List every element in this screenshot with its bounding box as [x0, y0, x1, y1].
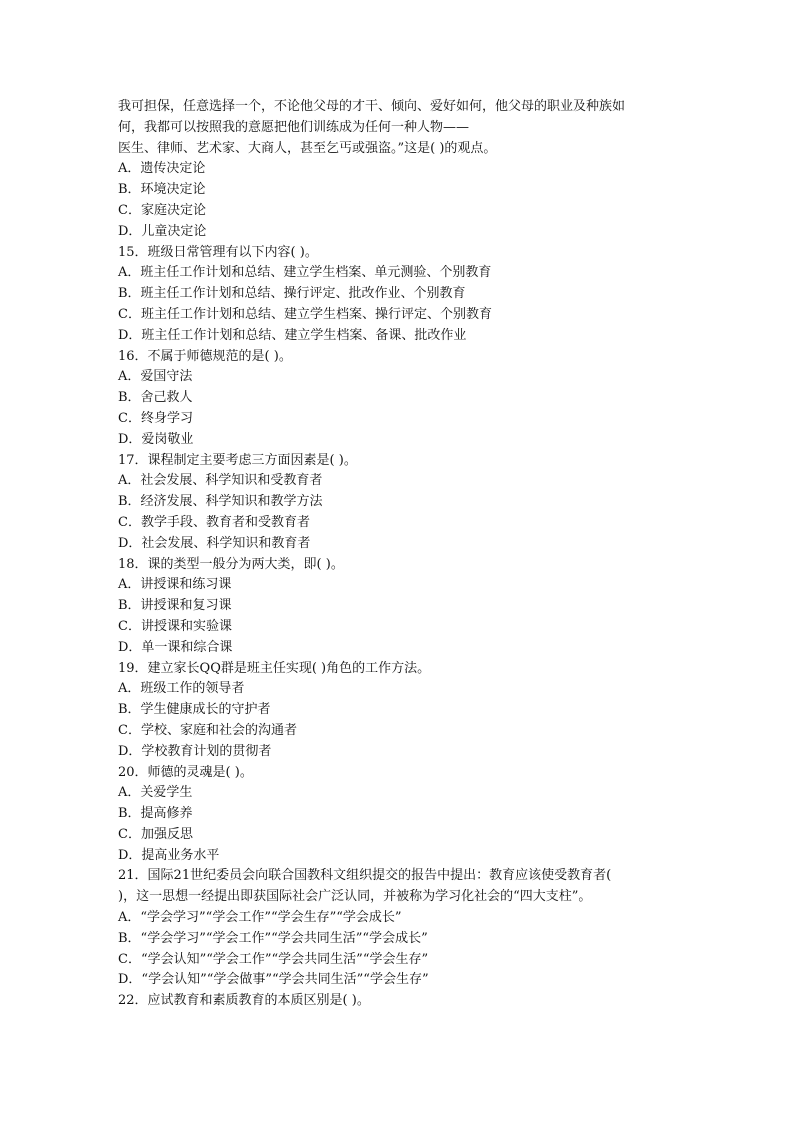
question-line: 19．建立家长QQ群是班主任实现( )角色的工作方法。	[118, 660, 431, 676]
option-line: C．终身学习	[118, 410, 193, 426]
option-line: C．加强反思	[118, 826, 193, 842]
question-intro-line: 何，我都可以按照我的意愿把他们训练成为任何一种人物——	[118, 119, 470, 135]
question-intro-line: 我可担保，任意选择一个，不论他父母的才干、倾向、爱好如何，他父母的职业及种族如	[118, 99, 626, 114]
option-line: D．单一课和综合课	[118, 639, 233, 655]
option-line: B．舍己救人	[118, 390, 193, 406]
question-intro-line: 医生、律师、艺术家、大商人，甚至乞丐或强盗。”这是( )的观点。	[118, 140, 497, 156]
option-line: C．班主任工作计划和总结、建立学生档案、操行评定、个别教育	[118, 306, 492, 322]
question-line: 15．班级日常管理有以下内容( )。	[118, 244, 318, 260]
question-line: 17．课程制定主要考虑三方面因素是( )。	[118, 452, 357, 468]
option-line: B．讲授课和复习课	[118, 598, 232, 614]
question-line: 21．国际21世纪委员会向联合国教科文组织提交的报告中提出：教育应该使受教育者(	[118, 868, 612, 884]
option-line: C．家庭决定论	[118, 202, 206, 218]
option-line: A．社会发展、科学知识和受教育者	[118, 473, 323, 489]
option-line: D．儿童决定论	[118, 223, 207, 239]
question-line: 18．课的类型一般分为两大类，即( )。	[118, 556, 344, 572]
option-line: D．提高业务水平	[118, 847, 220, 863]
option-line: A．讲授课和练习课	[118, 577, 232, 593]
option-line: C．“学会认知”“学会工作”“学会共同生活”“学会生存”	[118, 951, 429, 967]
option-line: A．关爱学生	[118, 785, 193, 801]
option-line: C．学校、家庭和社会的沟通者	[118, 722, 297, 738]
option-line: C．教学手段、教育者和受教育者	[118, 514, 310, 530]
option-line: B．提高修养	[118, 806, 193, 822]
option-line: A．班级工作的领导者	[118, 681, 245, 697]
option-line: B．经济发展、科学知识和教学方法	[118, 494, 323, 510]
option-line: A．爱国守法	[118, 369, 193, 385]
option-line: D．学校教育计划的贯彻者	[118, 743, 272, 759]
question-line: 20．师德的灵魂是( )。	[118, 764, 253, 780]
option-line: D．社会发展、科学知识和教育者	[118, 535, 311, 551]
option-line: A．“学会学习”“学会工作”“学会生存”“学会成长”	[118, 910, 402, 926]
option-line: B．班主任工作计划和总结、操行评定、批改作业、个别教育	[118, 286, 466, 302]
option-line: C．讲授课和实验课	[118, 618, 232, 634]
question-line: )，这一思想一经提出即获国际社会广泛认同，并被称为学习化社会的“四大支柱”。	[118, 889, 592, 905]
question-line: 22．应试教育和素质教育的本质区别是( )。	[118, 993, 370, 1009]
option-line: A．班主任工作计划和总结、建立学生档案、单元测验、个别教育	[118, 265, 492, 281]
option-line: B．环境决定论	[118, 182, 206, 198]
question-line: 16．不属于师德规范的是( )。	[118, 348, 292, 364]
option-line: D．班主任工作计划和总结、建立学生档案、备课、批改作业	[118, 327, 467, 343]
document-body	[118, 97, 678, 1012]
option-line: B．学生健康成长的守护者	[118, 702, 271, 718]
option-line: A．遗传决定论	[118, 161, 206, 177]
option-line: B．“学会学习”“学会工作”“学会共同生活”“学会成长”	[118, 930, 428, 946]
option-line: D．“学会认知”“学会做事”“学会共同生活”“学会生存”	[118, 972, 429, 988]
option-line: D．爱岗敬业	[118, 431, 194, 447]
